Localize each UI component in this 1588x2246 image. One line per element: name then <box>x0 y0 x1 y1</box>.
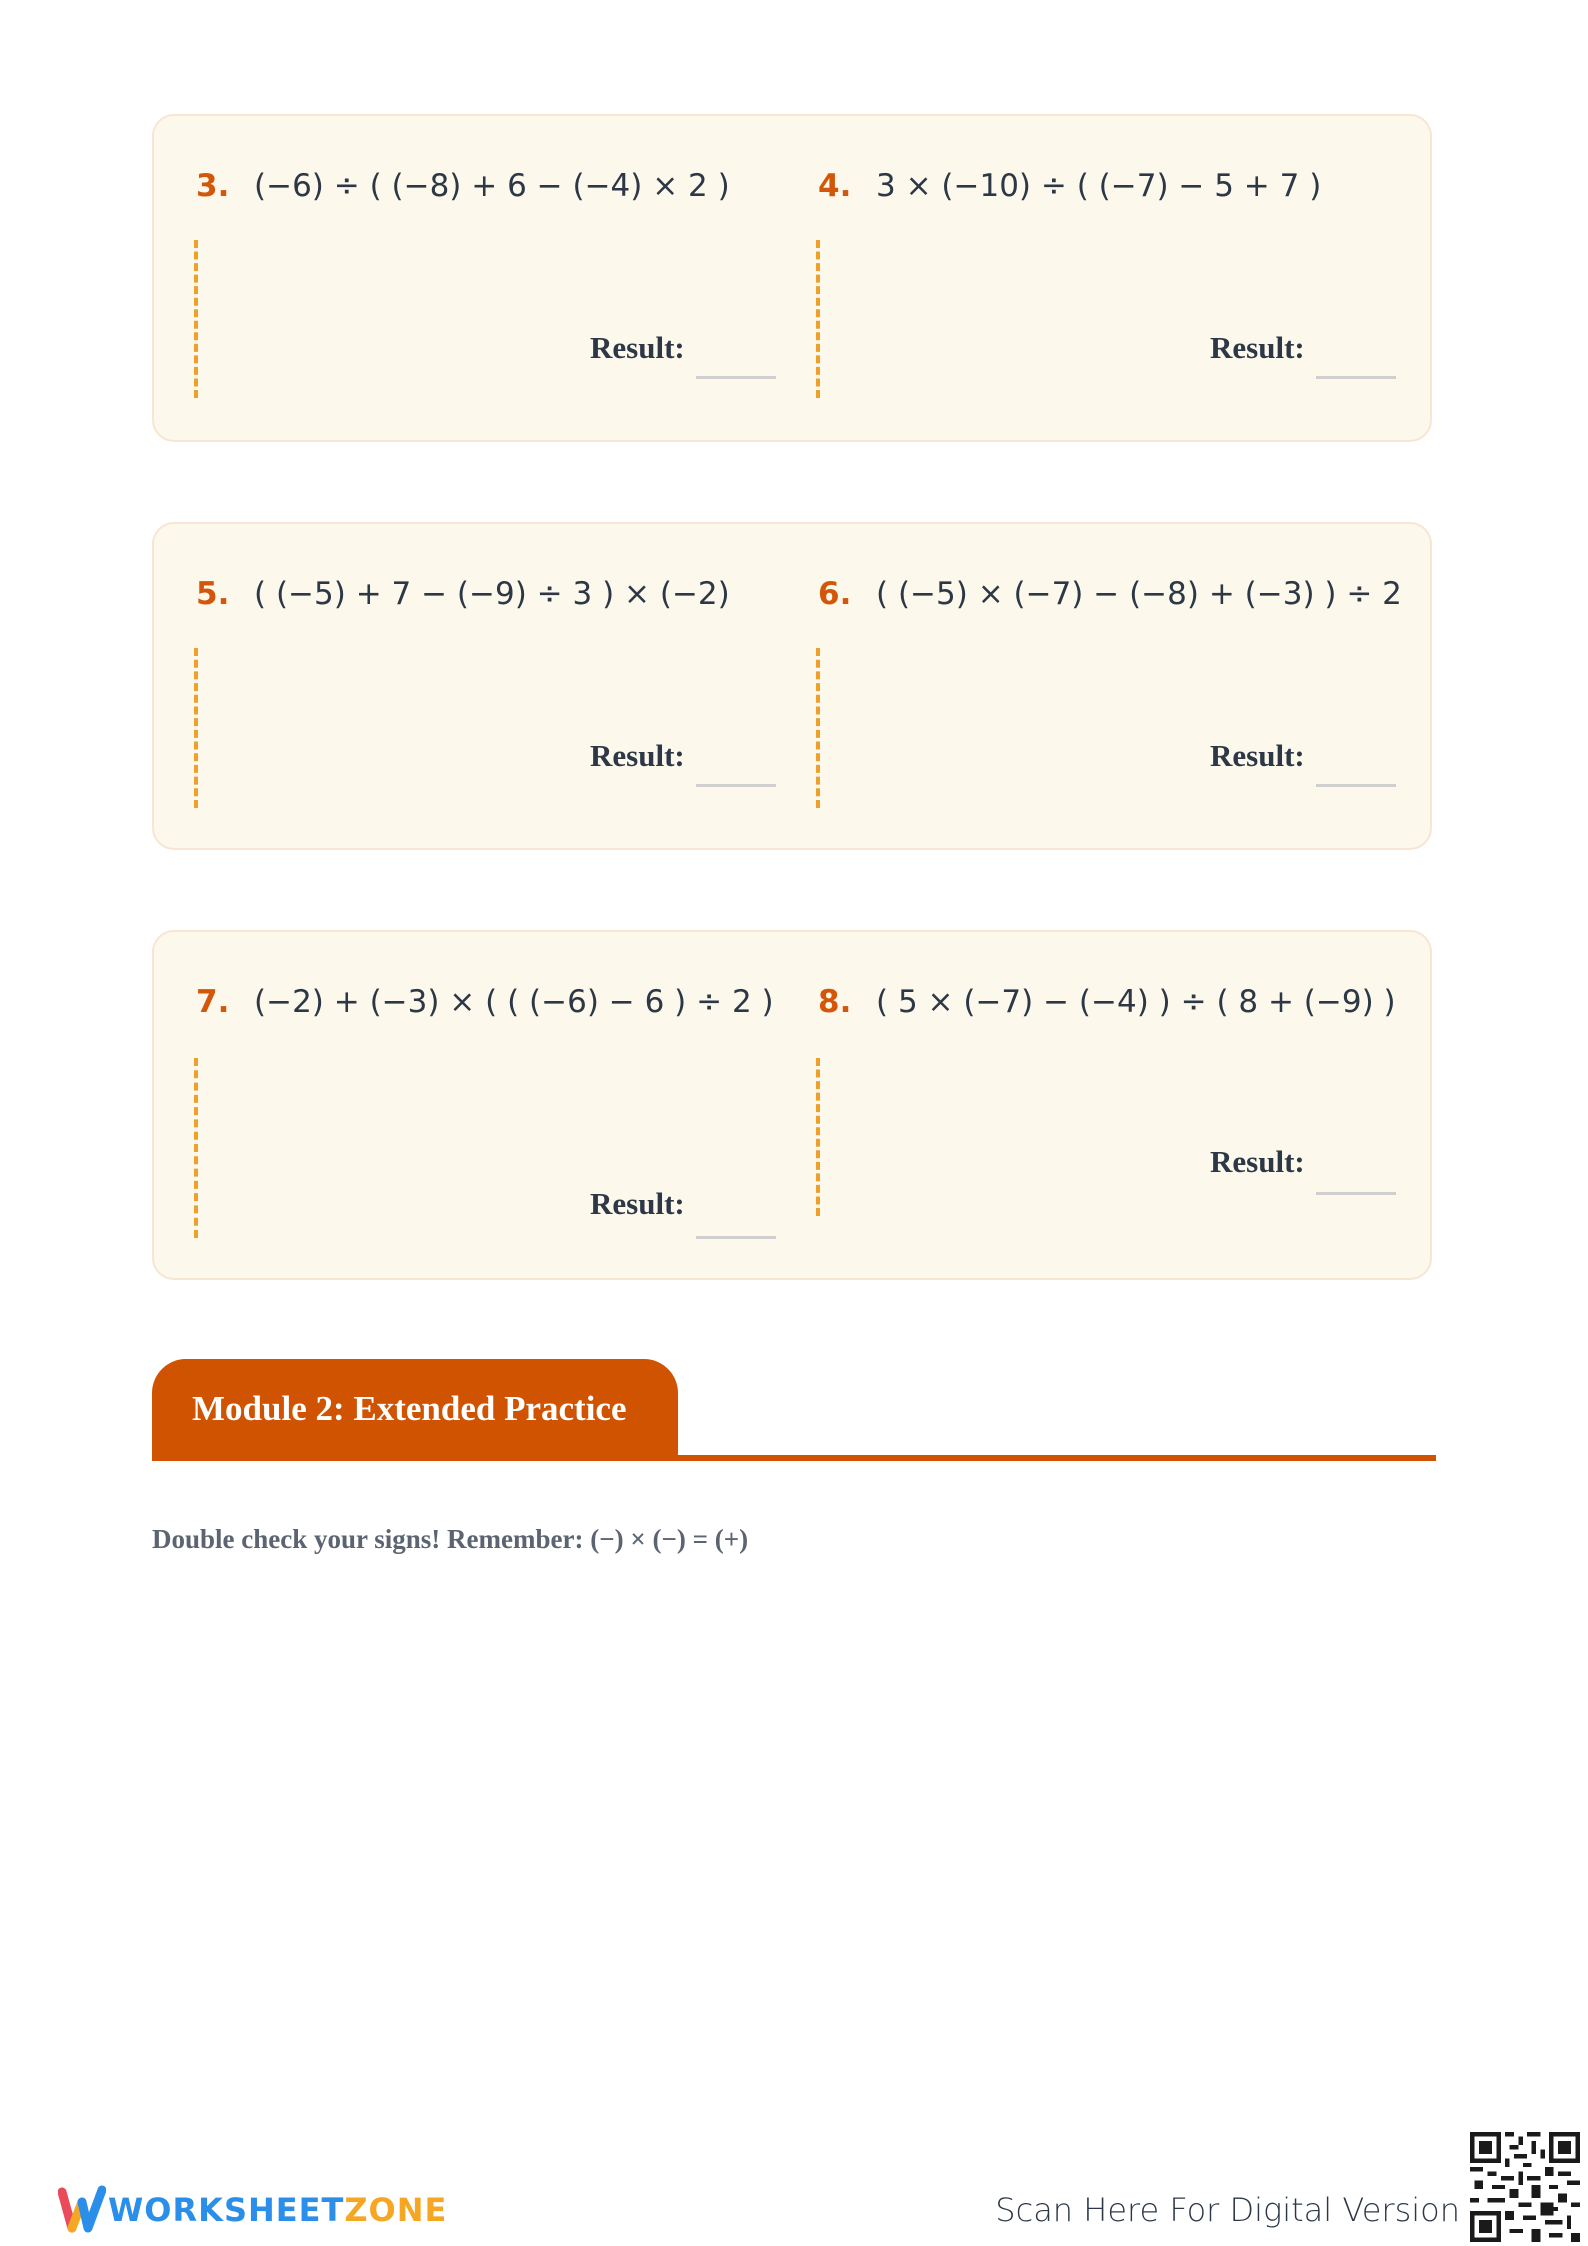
worksheetzone-logo-text <box>108 2190 447 2230</box>
result-label: Result: <box>1210 1144 1305 1179</box>
result-answer-line[interactable] <box>696 1236 776 1239</box>
problem-number: 6. <box>818 576 852 612</box>
problem-card-3 <box>152 930 1432 1280</box>
logo-text-part1: WORKSHEET <box>108 2191 345 2229</box>
problem-card-1 <box>152 114 1432 442</box>
problem-expression: ( (−5) × (−7) − (−8) + (−3) ) ÷ 2 <box>876 576 1402 612</box>
module-heading: Module 2: Extended Practice <box>152 1359 678 1461</box>
problem-number: 7. <box>196 984 230 1020</box>
scan-text: Scan Here For Digital Version <box>995 2191 1460 2229</box>
problem-expression: ( 5 × (−7) − (−4) ) ÷ ( 8 + (−9) ) <box>876 984 1396 1020</box>
logo-text-part2: ZONE <box>344 2191 448 2229</box>
work-space-divider <box>816 648 820 808</box>
qr-code-icon[interactable] <box>1470 2132 1580 2242</box>
result-label: Result: <box>590 330 685 365</box>
result-answer-line[interactable] <box>1316 376 1396 379</box>
work-space-divider <box>194 648 198 808</box>
problem-card-2 <box>152 522 1432 850</box>
result-label: Result: <box>1210 330 1305 365</box>
work-space-divider <box>194 1058 198 1238</box>
problem-number: 4. <box>818 168 852 204</box>
problem-expression: 3 × (−10) ÷ ( (−7) − 5 + 7 ) <box>876 168 1322 204</box>
result-label: Result: <box>590 1186 685 1221</box>
result-answer-line[interactable] <box>1316 784 1396 787</box>
work-space-divider <box>816 1058 820 1216</box>
result-answer-line[interactable] <box>696 784 776 787</box>
result-answer-line[interactable] <box>1316 1192 1396 1195</box>
result-label: Result: <box>1210 738 1305 773</box>
problem-expression: (−2) + (−3) × ( ( (−6) − 6 ) ÷ 2 ) <box>254 984 774 1020</box>
problem-expression: (−6) ÷ ( (−8) + 6 − (−4) × 2 ) <box>254 168 730 204</box>
tip-text: Double check your signs! Remember: (−) × (−) = (+) <box>152 1524 749 1554</box>
work-space-divider <box>816 240 820 398</box>
result-label: Result: <box>590 738 685 773</box>
worksheetzone-logo-icon <box>58 2182 106 2238</box>
problem-number: 3. <box>196 168 230 204</box>
result-answer-line[interactable] <box>696 376 776 379</box>
work-space-divider <box>194 240 198 398</box>
problem-number: 8. <box>818 984 852 1020</box>
problem-number: 5. <box>196 576 230 612</box>
problem-expression: ( (−5) + 7 − (−9) ÷ 3 ) × (−2) <box>254 576 730 612</box>
